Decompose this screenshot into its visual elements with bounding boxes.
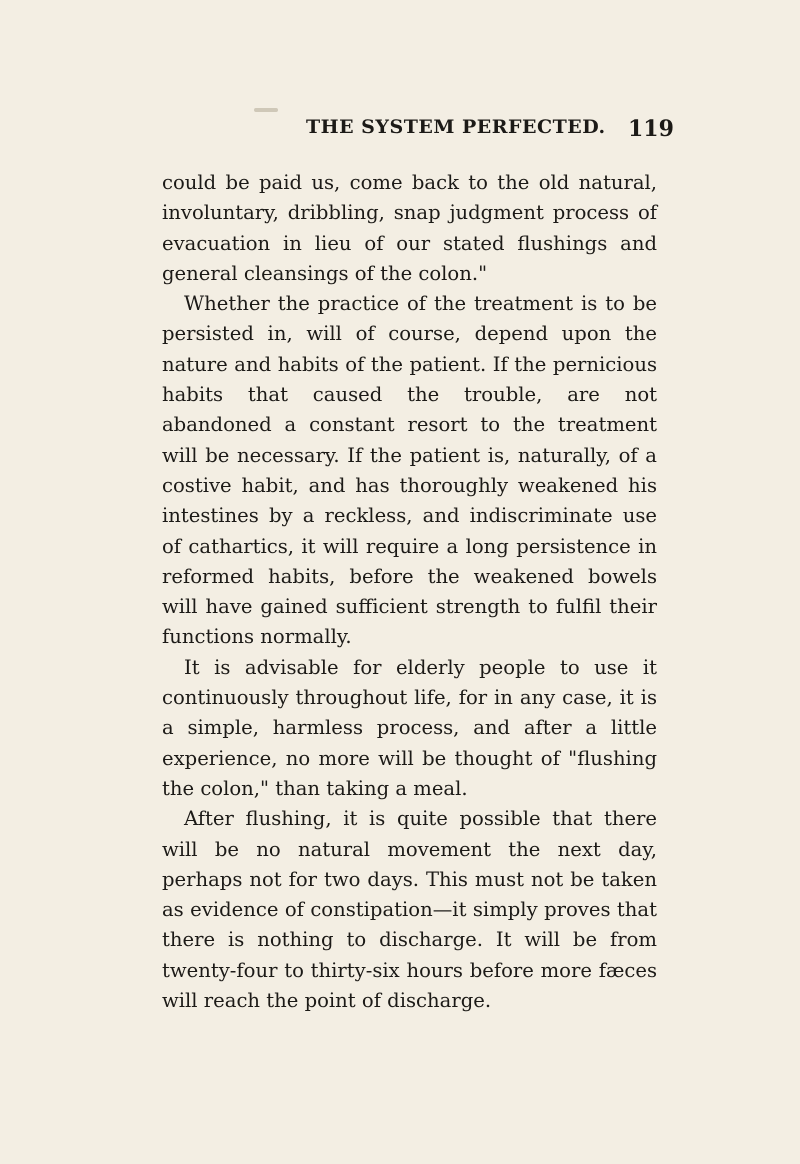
paragraph-4: After flushing, it is quite possible that there will be no natural movement the next day, perhaps not for two days. This must not be taken as evidence of constipation—it simply proves that there is nothing to discharge. It will be from twenty-four to thirty-six hours before more fæces will reach the point of discharge.	[162, 807, 657, 1013]
paragraph-1: could be paid us, come back to the old natural, involuntary, dribbling, snap judgment process of evacuation in lieu of our stated flushings and general cleansings of the colon."	[162, 171, 657, 285]
running-title: THE SYSTEM PERFECTED.	[306, 116, 606, 138]
print-smudge	[254, 108, 278, 112]
paragraph-3: It is advisable for elderly people to use it continuously throughout life, for in any case, it is a simple, harmless process, and after a little experience, no more will be thought of "flushing the colon," than taking a meal.	[162, 655, 657, 800]
paragraph-2: Whether the practice of the treatment is to be persisted in, will of course, depend upon the nature and habits of the patient. If the pernicious habits that caused the trouble, are not abandoned a constant resort to the treatment will be necessary. If the patient is, naturally, of a costive habit, and has thoroughly weakened his intestines by a reckless, and indiscriminate use of cathartics, it will require a long persistence in reformed habits, before the weakened bowels will have gained sufficient strength to fulfil their functions normally.	[162, 292, 657, 649]
page-number: 119	[628, 116, 674, 142]
body-text	[162, 168, 657, 1016]
